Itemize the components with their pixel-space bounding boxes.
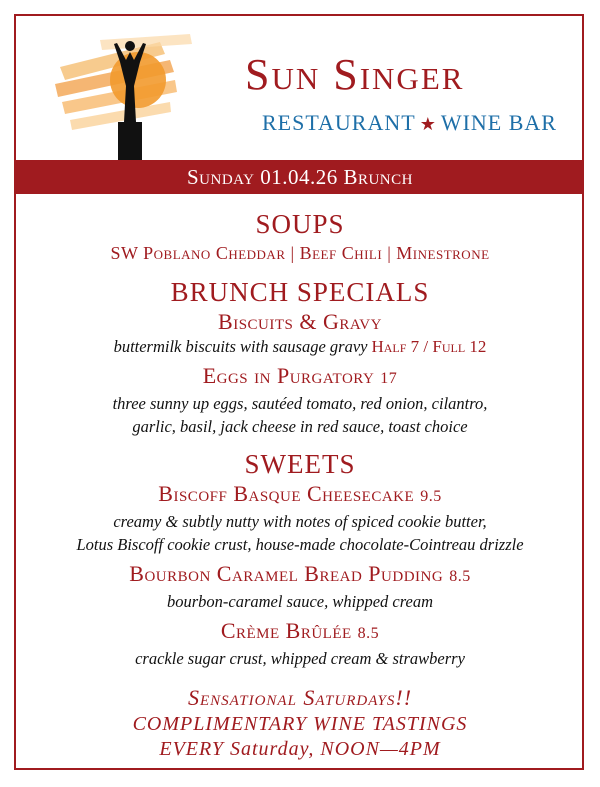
item-name: Crème Brûlée xyxy=(220,618,352,643)
item-price: Half 7 / Full 12 xyxy=(371,337,487,356)
sun-singer-statue-logo xyxy=(40,22,210,162)
sweets-heading: SWEETS xyxy=(244,449,356,479)
item-name: Biscoff Basque Cheesecake xyxy=(158,481,415,506)
restaurant-subtitle xyxy=(262,110,582,137)
item-description: creamy & subtly nutty with notes of spiced cookie butter, xyxy=(113,512,487,531)
item-description: crackle sugar crust, whipped cream & strawberry xyxy=(135,649,465,668)
menu-item-title xyxy=(16,480,584,510)
item-price: 17 xyxy=(380,370,398,387)
item-name: Biscuits & Gravy xyxy=(218,309,382,334)
promo-heading: Sensational Saturdays!! xyxy=(187,685,413,710)
soups-list: SW Poblano Cheddar | Beef Chili | Minestrone xyxy=(110,243,490,263)
item-price: 8.5 xyxy=(449,568,471,585)
subtitle-wine-bar: WINE BAR xyxy=(440,110,557,135)
sunburst-icon xyxy=(55,34,192,130)
date-banner: Sunday 01.04.26 Brunch xyxy=(16,160,584,194)
item-description: bourbon-caramel sauce, whipped cream xyxy=(166,592,434,611)
menu-item-title xyxy=(16,617,584,647)
menu-item-title xyxy=(16,308,584,335)
soups-heading: SOUPS xyxy=(255,209,345,239)
subtitle-restaurant: RESTAURANT xyxy=(262,110,416,135)
star-icon: ★ xyxy=(419,114,437,134)
item-price: 9.5 xyxy=(420,488,442,505)
restaurant-name: Sun Singer xyxy=(245,50,465,99)
specials-heading: BRUNCH SPECIALS xyxy=(170,277,430,307)
item-description: garlic, basil, jack cheese in red sauce, toast choice xyxy=(132,417,468,436)
item-name: Eggs in Purgatory xyxy=(202,363,375,388)
item-description: Lotus Biscoff cookie crust, house-made chocolate-Cointreau drizzle xyxy=(76,535,524,554)
menu-body xyxy=(16,200,584,762)
item-price: 8.5 xyxy=(357,625,380,642)
item-name: Bourbon Caramel Bread Pudding xyxy=(129,561,444,586)
promo-line-1: COMPLIMENTARY WINE TASTINGS xyxy=(132,713,468,735)
item-description: buttermilk biscuits with sausage gravy Half 7 / Full 12 xyxy=(113,337,487,356)
promo-line-2: EVERY Saturday, NOON—4PM xyxy=(159,738,441,760)
menu-item-title xyxy=(16,560,584,590)
menu-item-title xyxy=(16,362,584,392)
item-description: three sunny up eggs, sautéed tomato, red onion, cilantro, xyxy=(112,394,488,413)
